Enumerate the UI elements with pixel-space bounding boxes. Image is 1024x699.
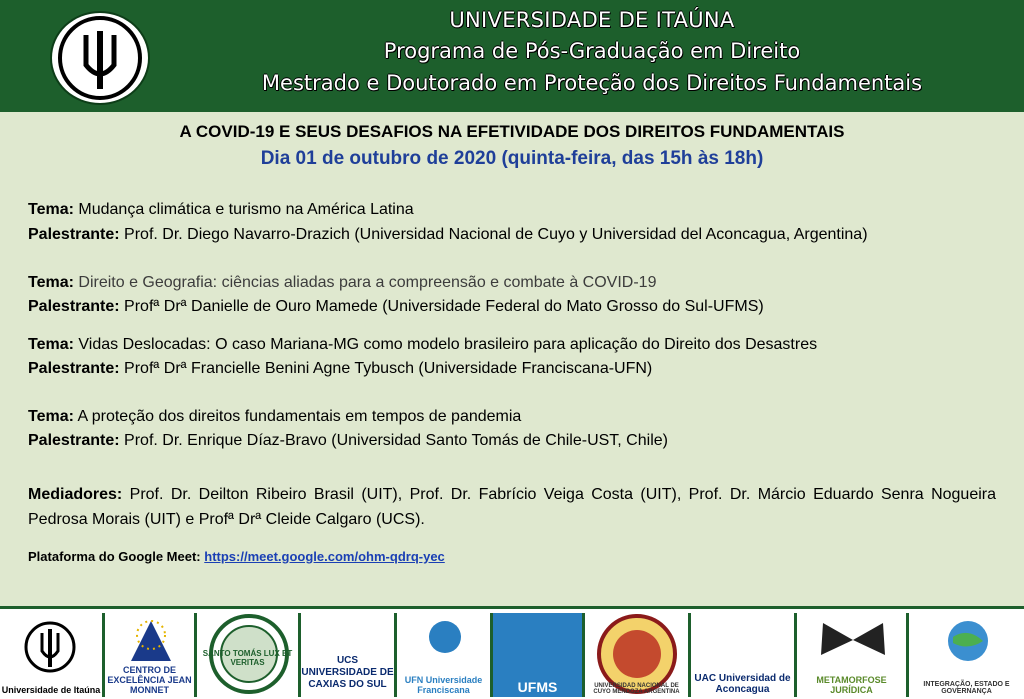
palestrante-text: Profª Drª Francielle Benini Agne Tybusch (Universidade Franciscana-UFN) [124,360,653,377]
logo-text: Universidade de Itaúna [1,685,101,695]
talk-4-palestrante [28,432,668,450]
logo-text: UCS UNIVERSIDADE DE CAXIAS DO SUL [301,655,394,690]
talk-1-palestrante [28,226,868,244]
logo-text: UFMS [517,679,558,695]
logo-text: CENTRO DE EXCELÊNCIA JEAN MONNET [107,665,192,695]
partner-logos-strip [0,606,1024,699]
logo-text: SANTO TOMÁS LUX ET VERITAS [202,649,293,667]
university-name: UNIVERSIDADE DE ITAÚNA [449,8,735,32]
logo-text: INTEGRAÇÃO, ESTADO E GOVERNANÇA [923,681,1010,695]
meet-link[interactable]: https://meet.google.com/ohm-qdrq-yec [204,549,445,564]
universidade-itauna-logo [50,11,150,105]
tema-text: Mudança climática e turismo na América Latina [78,201,414,218]
logo-santo-tomas [194,613,298,697]
logo-uac [688,613,794,697]
program-name: Programa de Pós-Graduação em Direito [383,39,801,63]
platform-info [28,549,445,564]
tema-text: A proteção dos direitos fundamentais em tempos de pandemia [77,408,522,425]
tema-label: Tema: [28,274,74,291]
talk-3-palestrante [28,360,652,378]
logo-text: METAMORFOSE JURÍDICA [816,675,887,695]
palestrante-label: Palestrante: [28,226,120,243]
talk-2-palestrante [28,298,764,316]
tema-label: Tema: [28,201,74,218]
tema-label: Tema: [28,408,74,425]
event-title: A COVID-19 E SEUS DESAFIOS NA EFETIVIDADE DOS DIREITOS FUNDAMENTAIS [179,122,845,141]
palestrante-label: Palestrante: [28,360,120,377]
logo-text: UFN Universidade Franciscana [404,675,483,695]
logo-integracao-estado-governanca [906,613,1024,697]
logo-metamorfose-juridica [794,613,906,697]
logo-ucs [298,613,394,697]
logo-universidade-itauna [0,613,102,697]
logo-ufms [490,613,582,697]
platform-label: Plataforma do Google Meet: [28,549,201,564]
logo-text: UAC Universidad de Aconcagua [694,673,791,695]
palestrante-text: Prof. Dr. Enrique Díaz-Bravo (Universidad Santo Tomás de Chile-UST, Chile) [124,432,668,449]
event-date: Dia 01 de outubro de 2020 (quinta-feira, das 15h às 18h) [260,148,764,169]
talk-1-tema [28,201,414,219]
mediadores [28,482,996,532]
talk-3-tema [28,336,817,354]
mediadores-text: Prof. Dr. Deilton Ribeiro Brasil (UIT), Prof. Dr. Fabrício Veiga Costa (UIT), Prof. Dr. Márcio Eduardo Senra Nogueira Pedrosa Morais (UIT) e Profª Drª Cleide Calgaro (UCS). [28,486,996,528]
tema-label: Tema: [28,336,74,353]
palestrante-text: Prof. Dr. Diego Navarro-Drazich (Universidad Nacional de Cuyo y Universidad del Aconcagua, Argentina) [124,226,868,243]
logo-uncuyo [582,613,688,697]
logo-ufn [394,613,490,697]
tema-text: Vidas Deslocadas: O caso Mariana-MG como modelo brasileiro para aplicação do Direito dos Desastres [78,336,818,353]
palestrante-label: Palestrante: [28,298,120,315]
logo-jean-monnet [102,613,194,697]
logo-text: UNIVERSIDAD NACIONAL DE CUYO MENDOZA ARGENTINA [593,683,680,695]
mediadores-label: Mediadores: [28,486,123,503]
talk-2-tema [28,274,656,292]
program-subtitle: Mestrado e Doutorado em Proteção dos Direitos Fundamentais [261,71,923,95]
palestrante-text: Profª Drª Danielle de Ouro Mamede (Universidade Federal do Mato Grosso do Sul-UFMS) [124,298,764,315]
talk-4-tema [28,408,521,426]
header-banner [0,0,1024,112]
palestrante-label: Palestrante: [28,432,120,449]
tema-text: Direito e Geografia: ciências aliadas para a compreensão e combate à COVID-19 [78,274,657,291]
